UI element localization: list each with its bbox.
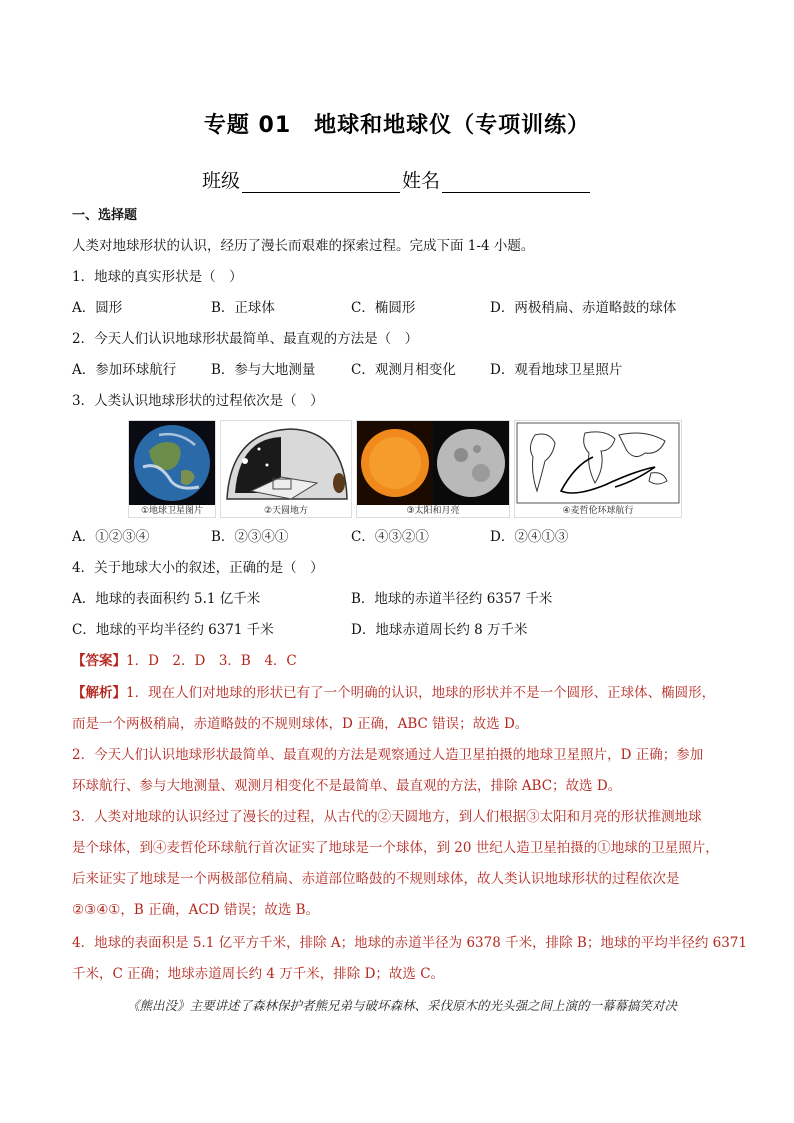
option-c: C．④③②① xyxy=(351,529,429,545)
analysis-line-5: 3．人类对地球的认识经过了漫长的过程，从古代的②天圆地方，到人们根据③太阳和月亮的形状推测地球 xyxy=(72,809,702,825)
option-b: B．②③④① xyxy=(211,529,289,545)
intro-text: 人类对地球形状的认识，经历了漫长而艰难的探索过程。完成下面 1-4 小题。 xyxy=(72,238,535,254)
footer-note: 《熊出没》主要讲述了森林保护者熊兄弟与破坏森林、采伐原木的光头强之间上演的一幕幕搞笑对决 xyxy=(126,998,677,1013)
question-1-stem: 1．地球的真实形状是（ ） xyxy=(72,269,243,285)
option-d: D．②④①③ xyxy=(490,529,569,545)
option-c: C．椭圆形 xyxy=(351,300,416,316)
caption-3: ③太阳和月亮 xyxy=(357,505,509,517)
analysis-line-6: 是个球体，到④麦哲伦环球航行首次证实了地球是一个球体，到 20 世纪人造卫星拍摄的①地球的卫星照片， xyxy=(72,840,719,856)
analysis-line-1: 【解析】1．现在人们对地球的形状已有了一个明确的认识，地球的形状并不是一个圆形、正球体、椭圆形， xyxy=(72,685,716,701)
question-2-stem: 2．今天人们认识地球形状最简单、最直观的方法是（ ） xyxy=(72,331,419,347)
earth-satellite-image xyxy=(128,420,216,518)
name-label: 姓名 xyxy=(402,170,441,192)
answer-tag: 【答案】 xyxy=(72,653,126,669)
option-a: A．①②③④ xyxy=(72,529,150,545)
option-d: D．两极稍扁、赤道略鼓的球体 xyxy=(490,300,677,316)
option-a: A．参加环球航行 xyxy=(72,362,177,378)
question-3-stem: 3．人类认识地球形状的过程依次是（ ） xyxy=(72,393,324,409)
analysis-line-10: 千米，C 正确；地球赤道周长约 4 万千米，排除 D；故选 C。 xyxy=(72,966,445,982)
option-b: B．正球体 xyxy=(211,300,275,316)
world-map-icon xyxy=(515,421,681,505)
analysis-line-2: 而是一个两极稍扁，赤道略鼓的不规则球体，D 正确，ABC 错误；故选 D。 xyxy=(72,716,529,732)
option-d: D．地球赤道周长约 8 万千米 xyxy=(351,622,528,638)
caption-2: ②天圆地方 xyxy=(221,505,351,517)
answer-line xyxy=(72,651,732,671)
sun-moon-icon xyxy=(357,421,509,505)
caption-1: ①地球卫星图片 xyxy=(129,505,215,517)
option-a: A．圆形 xyxy=(72,300,123,316)
question-4-stem: 4．关于地球大小的叙述，正确的是（ ） xyxy=(72,560,324,576)
analysis-line-8: ②③④①，B 正确，ACD 错误；故选 B。 xyxy=(72,902,320,918)
analysis-line-4: 环球航行、参与大地测量、观测月相变化不是最简单、最直观的方法，排除 ABC；故选 D。 xyxy=(72,778,622,794)
option-b: B．地球的赤道半径约 6357 千米 xyxy=(351,591,553,607)
round-sky-square-earth-image xyxy=(220,420,352,518)
name-blank[interactable] xyxy=(442,172,590,193)
caption-4: ④麦哲伦环球航行 xyxy=(515,505,681,517)
option-b: B．参与大地测量 xyxy=(211,362,316,378)
dome-icon xyxy=(221,421,351,505)
option-c: C．观测月相变化 xyxy=(351,362,456,378)
sun-and-moon-image xyxy=(356,420,510,518)
page-title: 专题 01 地球和地球仪（专项训练） xyxy=(203,113,591,138)
option-c: C．地球的平均半径约 6371 千米 xyxy=(72,622,274,638)
analysis-line-9: 4．地球的表面积是 5.1 亿平方千米，排除 A；地球的赤道半径为 6378 千米，排除 B；地球的平均半径约 6371 xyxy=(72,935,747,951)
answer-text: 1．D 2．D 3．B 4．C xyxy=(126,653,297,669)
class-label: 班级 xyxy=(201,170,240,192)
option-d: D．观看地球卫星照片 xyxy=(490,362,623,378)
magellan-route-image xyxy=(514,420,682,518)
option-a: A．地球的表面积约 5.1 亿千米 xyxy=(72,591,261,607)
analysis-line-3: 2．今天人们认识地球形状最简单、最直观的方法是观察通过人造卫星拍摄的地球卫星照片，D 正确；参加 xyxy=(72,747,704,763)
class-name-line xyxy=(0,166,794,193)
question-3-images xyxy=(128,420,692,518)
earth-globe-icon xyxy=(129,421,215,505)
analysis-tag: 【解析】 xyxy=(72,685,126,701)
class-blank[interactable] xyxy=(242,172,400,193)
section-heading: 一、选择题 xyxy=(72,208,138,223)
analysis-line-7: 后来证实了地球是一个两极部位稍扁、赤道部位略鼓的不规则球体，故人类认识地球形状的过程依次是 xyxy=(72,871,680,887)
